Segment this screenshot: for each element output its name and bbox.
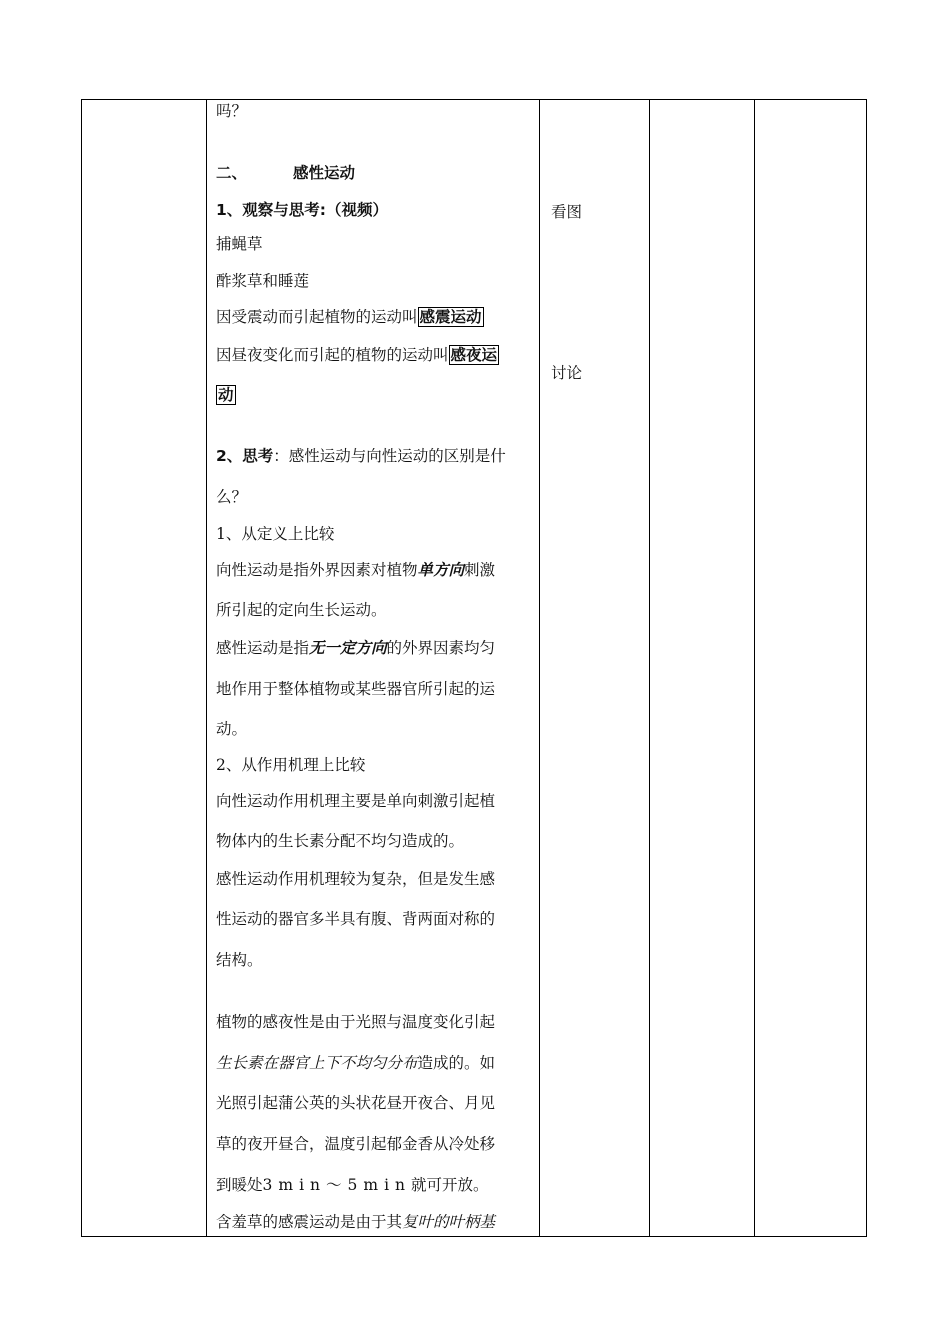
text-line: 2、从作用机理上比较 <box>216 756 366 774</box>
question-line: 2、思考：感性运动与向性运动的区别是什 <box>216 447 506 465</box>
text-line: 捕蝇草 <box>216 235 263 253</box>
emphasis: 无一定方向 <box>309 639 387 657</box>
term-nyctinasty-cont: 动 <box>218 386 234 404</box>
text-line: 性运动的器官多半具有腹、背两面对称的 <box>216 910 496 928</box>
text-line: 含羞草的感震运动是由于其复叶的叶柄基 <box>216 1213 496 1231</box>
column-divider <box>754 99 755 1237</box>
emphasis: 复叶的叶柄基 <box>402 1213 496 1231</box>
section-heading: 二、 感性运动 <box>216 164 356 182</box>
term-nyctinasty: 感夜运 <box>450 346 498 364</box>
text-line: 到暖处3min～5min就可开放。 <box>216 1176 489 1194</box>
text-line: 感性运动是指无一定方向的外界因素均匀 <box>216 639 496 657</box>
text-line: 1、从定义上比较 <box>216 525 335 543</box>
text-line: 草的夜开昼合，温度引起郁金香从冷处移 <box>216 1135 496 1153</box>
text-line: 地作用于整体植物或某些器官所引起的运 <box>216 680 496 698</box>
activity-discuss: 讨论 <box>551 364 583 382</box>
text-line: 光照引起蒲公英的头状花昼开夜合、月见 <box>216 1094 496 1112</box>
activity-look: 看图 <box>551 203 583 221</box>
emphasis: 生长素在器官上下不均匀分布 <box>216 1054 418 1072</box>
subheading: 1、观察与思考:（视频） <box>216 201 388 219</box>
emphasis: 单方向 <box>417 561 465 579</box>
column-divider <box>649 99 650 1237</box>
text-line: 所引起的定向生长运动。 <box>216 601 387 619</box>
text-line: 植物的感夜性是由于光照与温度变化引起 <box>216 1013 496 1031</box>
text-line: 感性运动作用机理较为复杂，但是发生感 <box>216 870 496 888</box>
column-divider <box>539 99 540 1237</box>
text-line: 吗？ <box>216 102 248 120</box>
text-line: 动。 <box>216 720 248 738</box>
definition-line: 因昼夜变化而引起的植物的运动叫 感夜运 <box>216 346 498 364</box>
text-line: 酢浆草和睡莲 <box>216 272 310 290</box>
definition-line <box>216 385 236 405</box>
text-line: 生长素在器官上下不均匀分布造成的。如 <box>216 1054 496 1072</box>
column-divider <box>206 99 207 1237</box>
text-line: 向性运动是指外界因素对植物单方向刺激 <box>216 561 496 579</box>
text-line: 结构。 <box>216 951 263 969</box>
definition-line: 因受震动而引起植物的运动叫 感震运动 <box>216 308 482 326</box>
question-line: 么？ <box>216 488 248 506</box>
text-line: 向性运动作用机理主要是单向刺激引起植 <box>216 792 496 810</box>
term-seismonasty: 感震运动 <box>419 308 482 326</box>
text-line: 物体内的生长素分配不均匀造成的。 <box>216 832 465 850</box>
